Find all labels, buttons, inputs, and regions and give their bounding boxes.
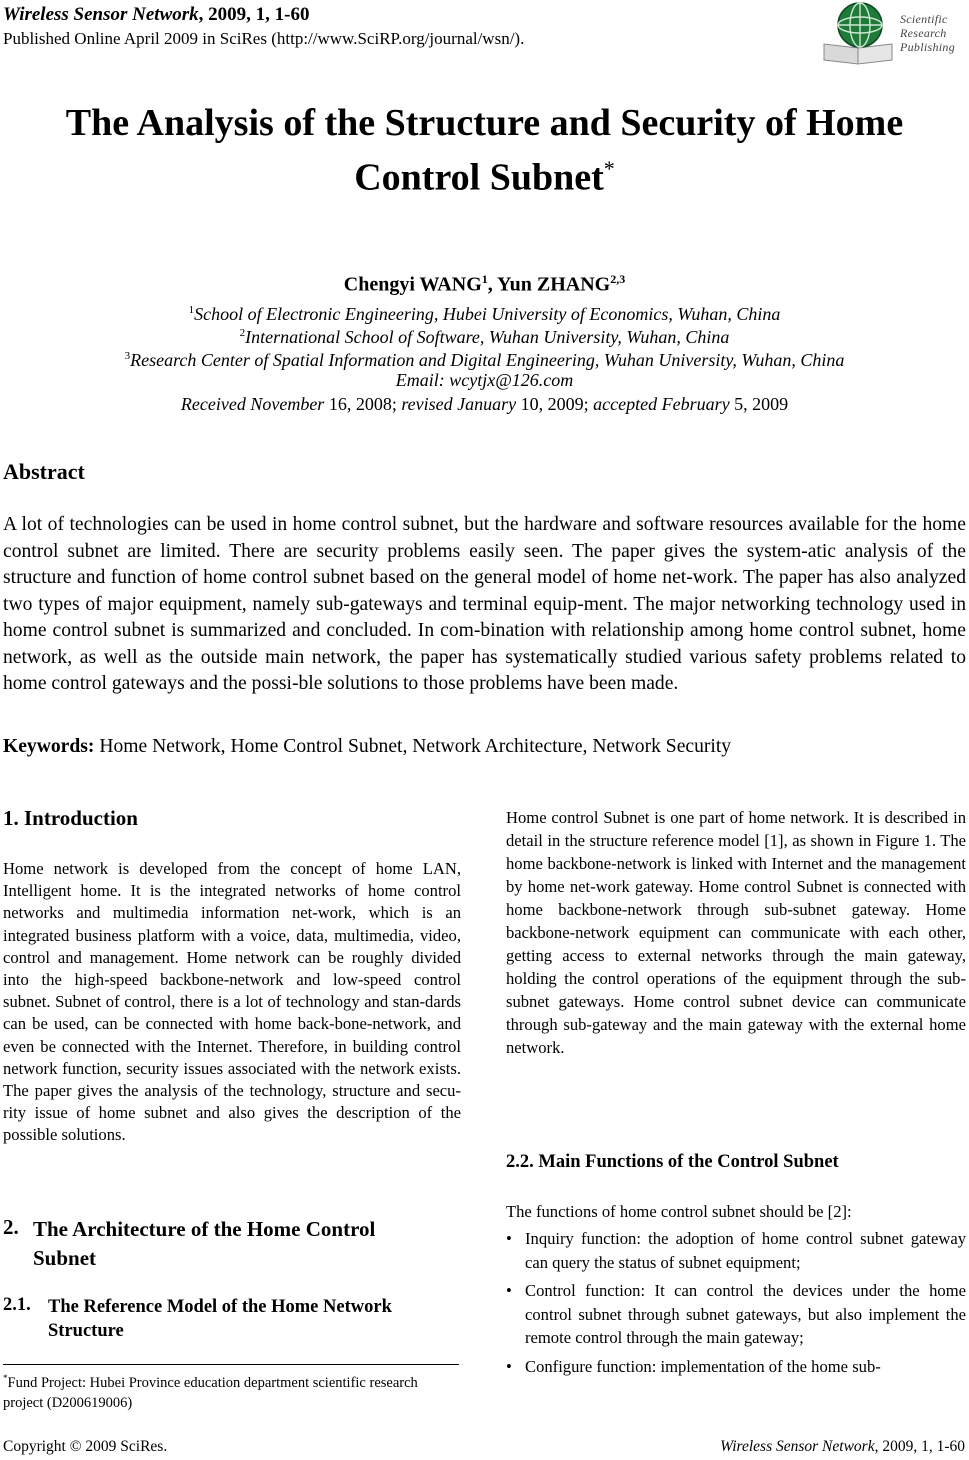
section-heading-architecture: [33, 1215, 461, 1273]
bullet-list: [506, 1227, 966, 1378]
list-item: • Inquiry function: the adoption of home control subnet gateway can query the status of subnet equipment;: [506, 1227, 966, 1274]
affiliation-marker: 2,3: [610, 272, 626, 286]
logo-line: Scientific: [900, 12, 948, 26]
journal-name: [3, 4, 309, 26]
subsection-number: 2.1.: [3, 1295, 31, 1315]
journal-volume: , 2009, 1, 1-60: [874, 1438, 965, 1455]
author-email: Email: wcytjx@126.com: [395, 370, 574, 390]
date-label: Received November: [180, 394, 325, 414]
affiliation-text: School of Electronic Engineering, Hubei University of Economics, Wuhan, China: [194, 304, 781, 324]
functions-intro: The functions of home control subnet should be [2]:: [506, 1202, 852, 1221]
copyright: Copyright © 2009 SciRes.: [3, 1438, 168, 1455]
affiliation-marker: 3: [124, 350, 131, 362]
footnote-marker: *: [3, 1373, 8, 1383]
reference-model-text: Home control Subnet is one part of home network. It is described in detail in the structure reference model [1], as shown in Figure 1. The home backbone-network is linked with Internet and the management by home net-work gateway. Home control Subnet is connected with home backbone-network through sub-subnet gateway. Home backbone-network equipment can communicate with each other, getting access to external networks through the main gateway, holding the control operations of the equipment through the sub-subnet gateways. Home control subnet device can communicate through sub-gateway and the main gateway with the external home network.: [506, 808, 966, 1057]
title-line: [0, 146, 969, 201]
footer-journal: [720, 1438, 965, 1456]
journal-volume: , 2009, 1, 1-60: [198, 4, 310, 25]
author-separator: ,: [487, 273, 498, 296]
keywords: [3, 736, 731, 758]
subsection-heading-reference-model: [48, 1295, 461, 1343]
introduction-text: Home network is developed from the concept of home LAN, Intelligent home. It is the integrated networks of home control networks and multimedia information net-work, which is an integrated business platform with a voice, data, multimedia, video, control and management. Home network can be roughly divided into the high-speed backbone-network and low-speed control subnet. Subnet of control, there is a lot of technology and stan-dards can be used, can be connected with home back-bone-network, and even be connected with the Internet. Therefore, in building control network function, security issues associated with the network exists. The paper gives the analysis of the technology, structure and secu-rity issue of home subnet and also gives the description of the possible solutions.: [3, 859, 461, 1145]
publisher-logo: [820, 0, 969, 66]
affiliation-marker: 1: [481, 272, 488, 286]
footnote-text: Fund Project: Hubei Province education department scientific research project (D200619006): [3, 1374, 418, 1411]
logo-line: Research: [900, 26, 947, 40]
affiliation-text: International School of Software, Wuhan University, Wuhan, China: [245, 327, 730, 347]
author-name: Yun ZHANG: [497, 273, 611, 296]
date-label: revised January: [401, 394, 517, 414]
heading-line: Subnet: [33, 1246, 97, 1270]
footnote-marker: *: [603, 156, 615, 181]
date-value: 5, 2009: [729, 394, 789, 414]
globe-book-icon: [820, 0, 900, 66]
abstract-text: A lot of technologies can be used in home control subnet, but the hardware and software resources available for the home control subnet are limited. There are security problems easily seen. The paper gives the system-atic analysis of the structure and function of home control subnet based on the general model of home net-work. The paper has also analyzed two types of major equipment, namely sub-gateways and terminal equip-ment. The major networking technology used in home control subnet is summarized and concluded. In com-bination with relationship among home control subnet, home network, as well as the outside main network, the paper has systematically studied various safety problems related to home control gateways and the possi-ble solutions to those problems have been made.: [3, 514, 966, 694]
logo-line: Publishing: [900, 40, 956, 54]
keywords-label: Keywords:: [3, 736, 95, 757]
functions-list: [506, 1227, 966, 1383]
authors: [0, 272, 969, 297]
paper-title: [0, 100, 969, 201]
journal-title: Wireless Sensor Network: [3, 4, 199, 25]
heading-line: The Reference Model of the Home Network: [48, 1297, 392, 1317]
title-text: Control Subnet: [354, 156, 604, 199]
journal-title: Wireless Sensor Network: [720, 1438, 875, 1455]
date-label: accepted February: [593, 394, 730, 414]
title-line: The Analysis of the Structure and Security of Home: [65, 102, 904, 144]
publication-info: Published Online April 2009 in SciRes (http://www.SciRP.org/journal/wsn/).: [3, 29, 525, 48]
affiliation: [0, 345, 969, 372]
list-item: • Control function: It can control the devices under the home control subnet through subnet gateways, but also implement the remote control through the main gateway;: [506, 1279, 966, 1350]
affiliation-marker: 1: [188, 304, 195, 316]
footnote-divider: [3, 1364, 459, 1365]
list-item: • Configure function: implementation of the home sub-: [506, 1355, 966, 1379]
article-dates: [0, 393, 969, 416]
heading-line: The Architecture of the Home Control: [33, 1217, 376, 1241]
date-value: 16, 2008;: [324, 394, 402, 414]
section-number: 2.: [3, 1215, 19, 1239]
heading-line: Structure: [48, 1321, 124, 1341]
date-value: 10, 2009;: [516, 394, 594, 414]
publisher-name: [900, 12, 955, 54]
abstract-heading: Abstract: [3, 459, 85, 484]
keywords-list: Home Network, Home Control Subnet, Network Architecture, Network Security: [94, 736, 732, 757]
author-name: Chengyi WANG: [343, 273, 482, 296]
section-heading-introduction: 1. Introduction: [3, 806, 138, 830]
subsection-heading-main-functions: 2.2. Main Functions of the Control Subnet: [506, 1152, 839, 1172]
affiliation-marker: 2: [239, 327, 246, 339]
footnote: [3, 1368, 461, 1413]
affiliation-text: Research Center of Spatial Information and Digital Engineering, Wuhan University, Wuhan, China: [130, 350, 845, 370]
